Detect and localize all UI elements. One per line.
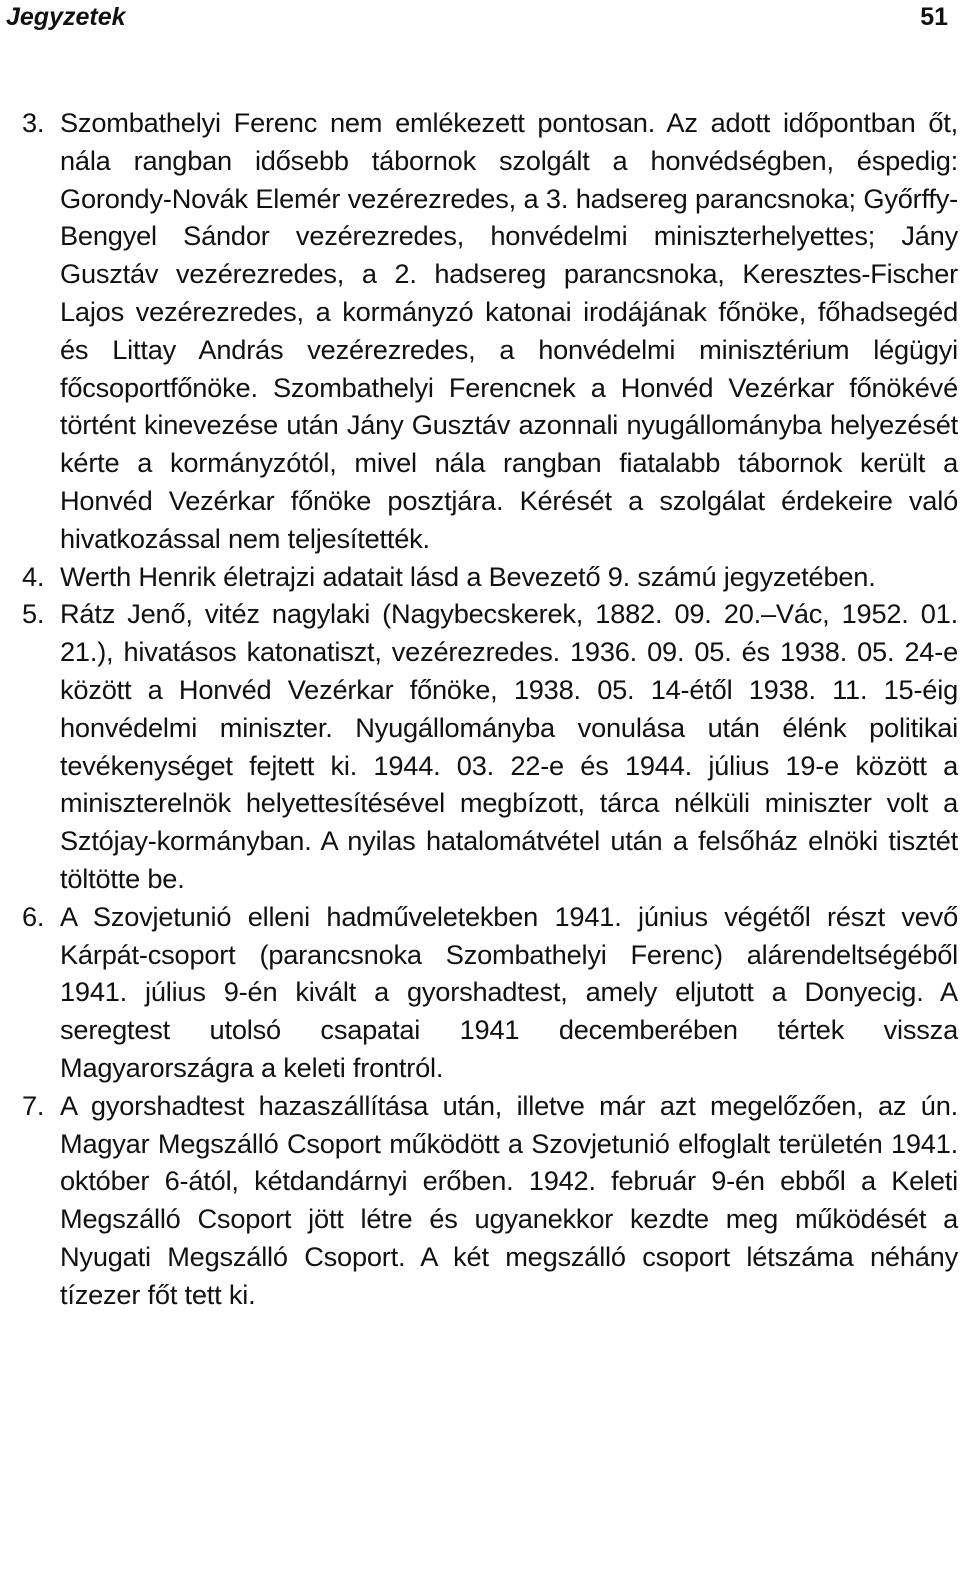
note-7 (22, 1087, 958, 1314)
note-number: 3. (22, 107, 45, 138)
note-6 (22, 898, 958, 1087)
note-number: 4. (22, 560, 45, 592)
note-text: Werth Henrik életrajzi adatait lásd a Bevezető 9. számú jegyzetében. (60, 560, 876, 592)
note-number: 7. (22, 1089, 45, 1121)
section-title: Jegyzetek (6, 3, 126, 31)
running-header (0, 0, 960, 40)
note-number: 5. (22, 598, 45, 630)
note-5 (22, 595, 958, 897)
endnotes-list (22, 104, 958, 1314)
note-4 (22, 558, 958, 596)
note-text: A gyorshadtest hazaszállítása után, illetve már azt megelőzően, az ún. Magyar Megszálló Csoport működött a Szovjetunió elfoglalt területén 1941. október 6-ától, kétdandárnyi erőben. 1942. február 9-én ebből a Keleti Megszálló Csoport jött létre és ugyanekkor kezdte meg működését a Nyugati Megszálló Csoport. A két megszálló csoport létszáma néhány tízezer főt tett ki. (60, 1089, 958, 1310)
note-text: Szombathelyi Ferenc nem emlékezett pontosan. Az adott időpontban őt, nála rangban idősebb tábornok szolgált a honvédségben, éspedig: Gorondy-Novák Elemér vezérezredes, a 3. hadsereg parancsnoka; Győrffy-Bengyel Sándor vezérezredes, honvédelmi miniszterhelyettes; Jány Gusztáv vezérezredes, a 2. hadsereg parancsnoka, Keresztes-Fischer Lajos vezérezredes, a kormányzó katonai irodájának főnöke, főhadsegéd és Littay András vezérezredes, a honvédelmi minisztérium légügyi főcsoportfőnöke. Szombathelyi Ferencnek a Honvéd Vezérkar főnökévé történt kinevezése után Jány Gusztáv azonnali nyugállományba helyezését kérte a kormányzótól, mivel nála rangban fiatalabb tábornok került a Honvéd Vezérkar főnöke posztjára. Kérését a szolgálat érdekeire való hivatkozással nem teljesítették. (60, 107, 958, 554)
note-number: 6. (22, 900, 45, 932)
note-text: A Szovjetunió elleni hadműveletekben 1941. június végétől részt vevő Kárpát-csoport (parancsnoka Szombathelyi Ferenc) alárendeltségéből 1941. július 9-én kivált a gyorshadtest, amely eljutott a Donyecig. A seregtest utolsó csapatai 1941 decemberében tértek vissza Magyarországra a keleti frontról. (60, 900, 958, 1083)
page-number: 51 (920, 3, 948, 31)
note-3 (22, 104, 958, 558)
note-text: Rátz Jenő, vitéz nagylaki (Nagybecskerek, 1882. 09. 20.–Vác, 1952. 01. 21.), hivatásos katonatiszt, vezérezredes. 1936. 09. 05. és 1938. 05. 24-e között a Honvéd Vezérkar főnöke, 1938. 05. 14-étől 1938. 11. 15-éig honvédelmi miniszter. Nyugállományba vonulása után élénk politikai tevékenységet fejtett ki. 1944. 03. 22-e és 1944. július 19-e között a miniszterelnök helyettesítésével megbízott, tárca nélküli miniszter volt a Sztójay-kormányban. A nyilas hatalomátvétel után a felsőház elnöki tisztét töltötte be. (60, 598, 958, 894)
